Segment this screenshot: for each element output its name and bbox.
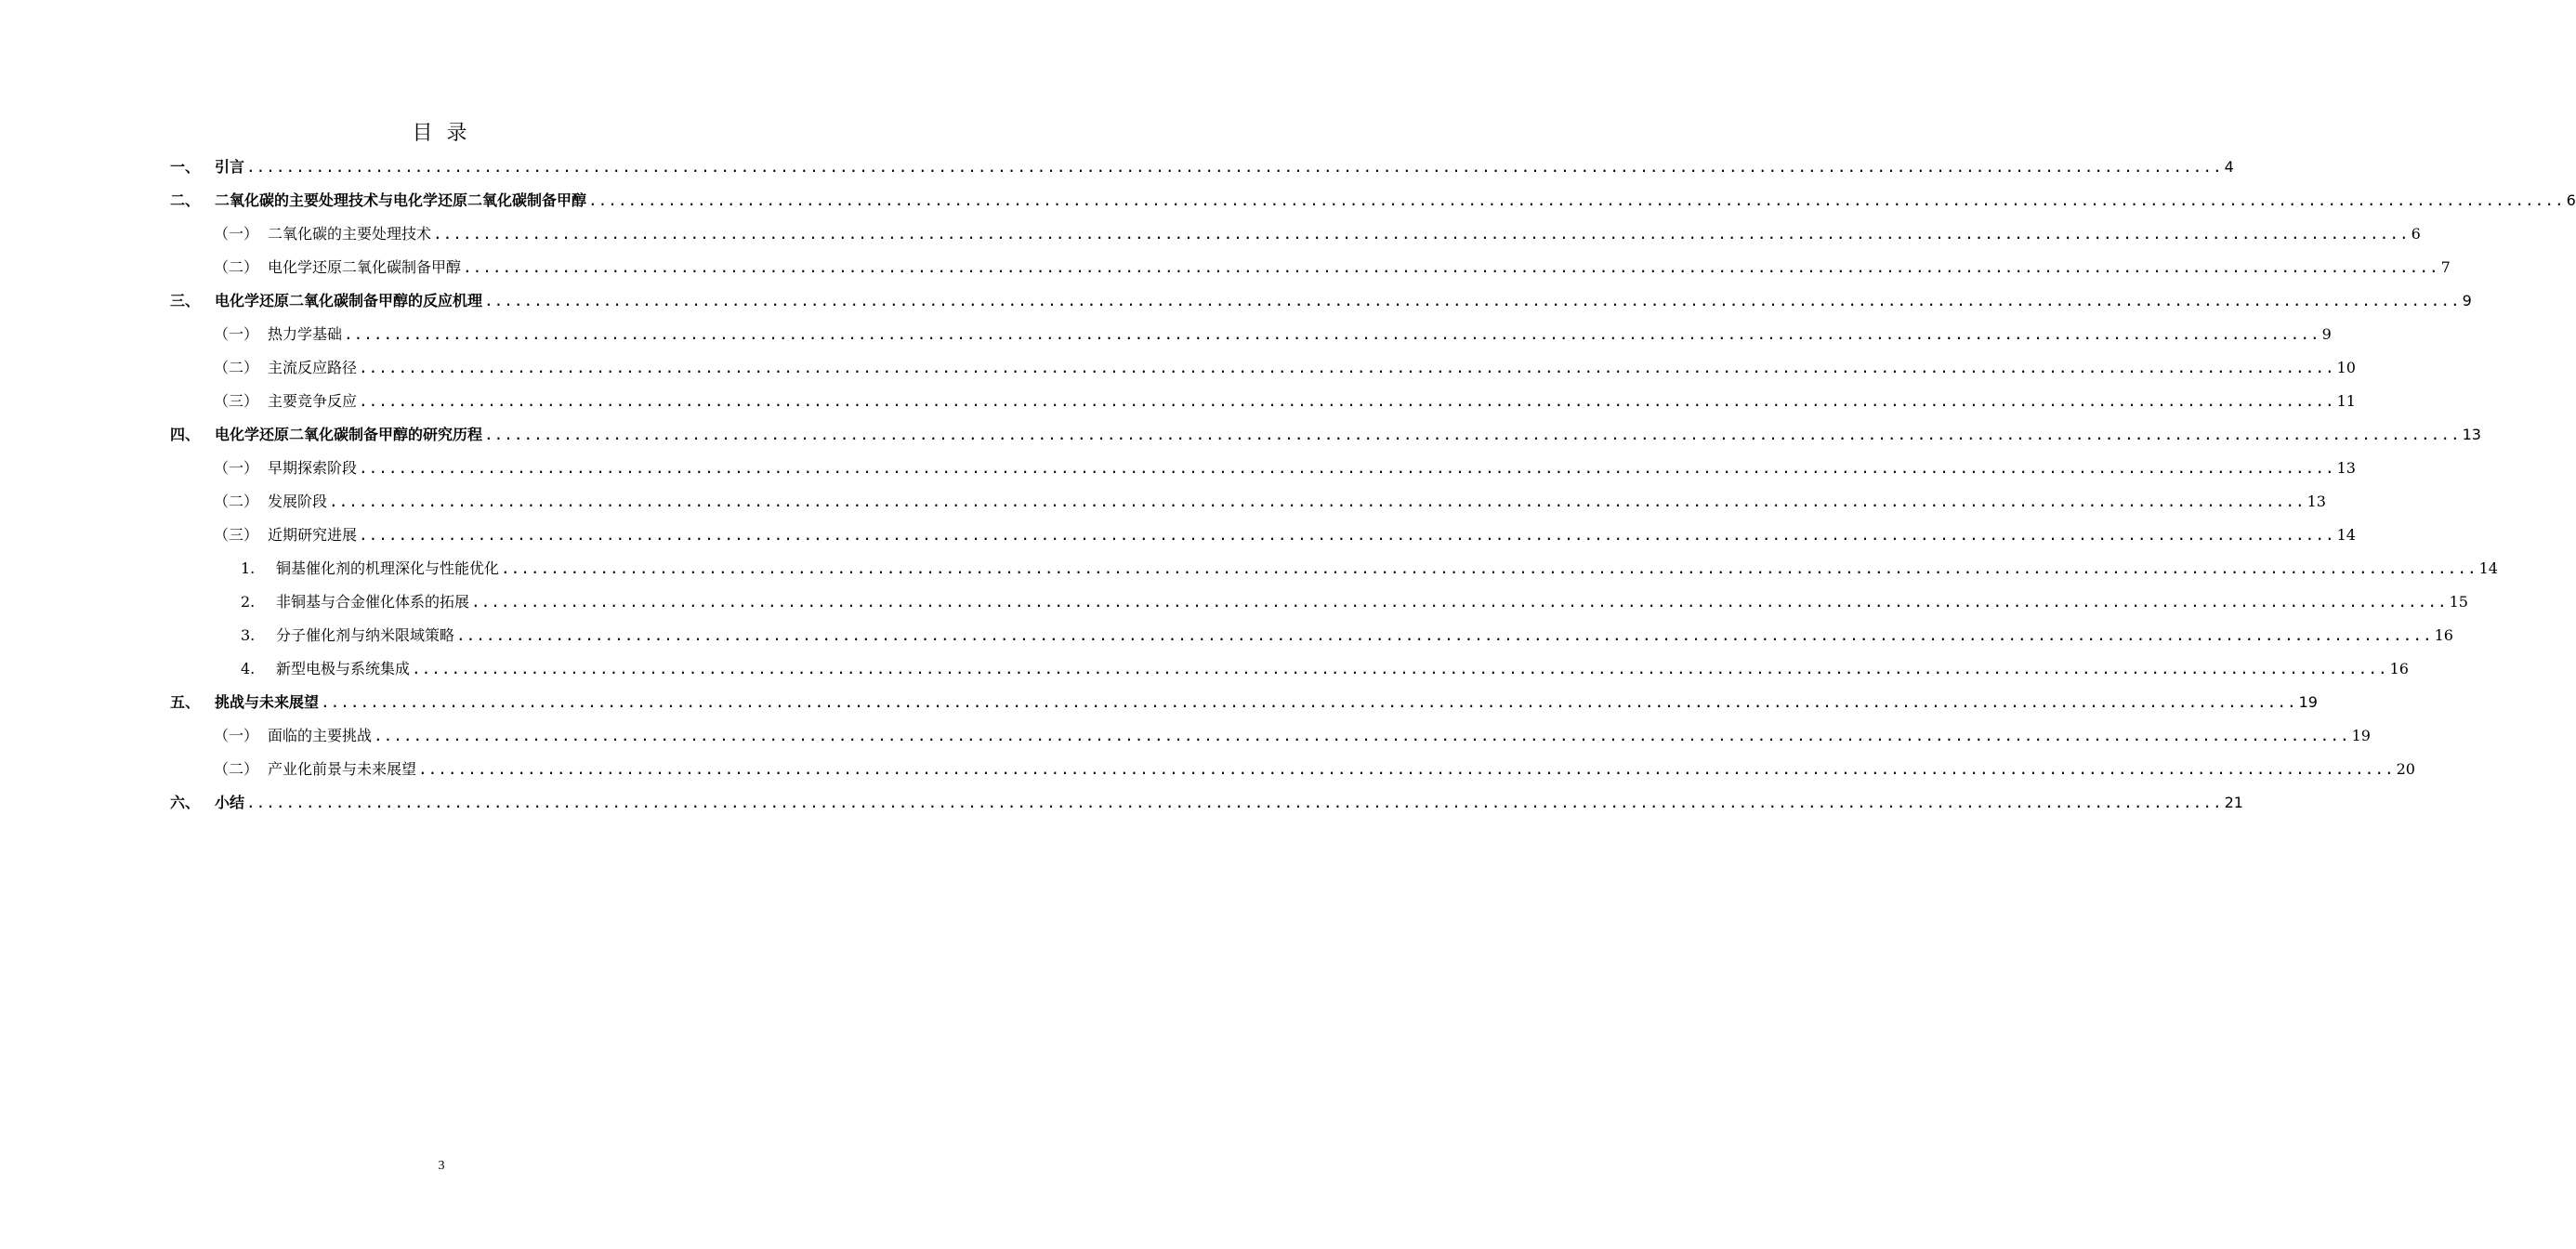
toc-entry-label: 铜基催化剂的机理深化与性能优化 (276, 559, 500, 577)
toc-entry-number: 三、 (170, 292, 201, 309)
toc-entry-label: 主要竞争反应 (268, 392, 358, 410)
toc-dot-leader: ........................................................................................................................................................................................................ (501, 559, 2477, 577)
toc-dot-leader: ........................................................................................................................................................................................................ (329, 493, 2306, 510)
toc-entry-number: （二） (214, 258, 259, 276)
toc-entry-label: 面临的主要挑战 (268, 727, 373, 744)
toc-dot-leader: ........................................................................................................................................................................................................ (359, 392, 2335, 410)
toc-entry-label: 电化学还原二氧化碳制备甲醇 (268, 258, 462, 276)
toc-entry[interactable] (170, 318, 2332, 351)
toc-entry-page: 7 (2440, 258, 2451, 276)
toc-entry-label: 分子催化剂与纳米限域策略 (276, 626, 455, 644)
toc-entry-page: 13 (2307, 493, 2326, 510)
toc-entry[interactable] (170, 719, 2371, 753)
toc-entry-number: 五、 (170, 693, 201, 711)
toc-dot-leader: ........................................................................................................................................................................................................ (412, 660, 2388, 677)
toc-entry-label: 电化学还原二氧化碳制备甲醇的研究历程 (215, 426, 483, 443)
toc-entry-label: 近期研究进展 (268, 526, 358, 544)
toc-entry[interactable] (170, 619, 2453, 652)
toc-dot-leader: ........................................................................................................................................................................................................ (433, 225, 2410, 243)
toc-dot-leader: ........................................................................................................................................................................................................ (321, 693, 2297, 711)
toc-entry[interactable] (170, 519, 2356, 552)
toc-entry-number: （三） (214, 392, 259, 410)
toc-entry-number: 一、 (170, 158, 201, 176)
toc-entry-number: （一） (214, 325, 259, 343)
toc-entry[interactable] (170, 652, 2409, 686)
toc-entry-label: 小结 (215, 794, 245, 811)
toc-entry-label: 发展阶段 (268, 493, 328, 510)
toc-entry-number: 3. (241, 626, 256, 644)
toc-entry-page: 14 (2478, 559, 2498, 577)
toc-entry-label: 二氧化碳的主要处理技术 (268, 225, 432, 243)
toc-entry-label: 挑战与未来展望 (215, 693, 320, 711)
toc-entry[interactable] (170, 284, 2472, 318)
toc-entry-number: 4. (241, 660, 256, 677)
toc-entry[interactable] (170, 184, 2576, 217)
toc-entry-page: 10 (2336, 359, 2356, 376)
toc-entry[interactable] (170, 753, 2415, 786)
toc-entry[interactable] (170, 151, 2234, 184)
toc-dot-leader: ........................................................................................................................................................................................................ (246, 158, 2223, 176)
toc-entry[interactable] (170, 217, 2421, 251)
toc-entry-label: 二氧化碳的主要处理技术与电化学还原二氧化碳制备甲醇 (215, 191, 587, 209)
toc-entry-label: 主流反应路径 (268, 359, 358, 376)
toc-entry-number: 六、 (170, 794, 201, 811)
toc-entry-page: 13 (2462, 426, 2481, 443)
toc-dot-leader: ........................................................................................................................................................................................................ (588, 191, 2565, 209)
toc-entry-page: 16 (2389, 660, 2409, 677)
toc-entry[interactable] (170, 452, 2356, 485)
toc-dot-leader: ........................................................................................................................................................................................................ (374, 727, 2350, 744)
toc-entry-page: 9 (2462, 292, 2472, 309)
toc-entry-number: 二、 (170, 191, 201, 209)
toc-entry-page: 13 (2336, 459, 2356, 477)
toc-dot-leader: ........................................................................................................................................................................................................ (471, 593, 2448, 611)
toc-entry-page: 19 (2351, 727, 2371, 744)
toc-entry[interactable] (170, 485, 2326, 519)
toc-entry-label: 电化学还原二氧化碳制备甲醇的反应机理 (215, 292, 483, 309)
toc-entry-number: （二） (214, 493, 259, 510)
toc-entry-page: 15 (2449, 593, 2468, 611)
toc-entry[interactable] (170, 686, 2318, 719)
toc-entry-page: 9 (2321, 325, 2332, 343)
toc-entry-label: 热力学基础 (268, 325, 343, 343)
toc-entry-number: （一） (214, 727, 259, 744)
toc-entry[interactable] (170, 351, 2356, 385)
toc-entry-page: 20 (2396, 760, 2415, 778)
toc-entry-label: 早期探索阶段 (268, 459, 358, 477)
toc-dot-leader: ........................................................................................................................................................................................................ (463, 258, 2439, 276)
toc-entry-label: 新型电极与系统集成 (276, 660, 411, 677)
toc-entry-label: 非铜基与合金催化体系的拓展 (276, 593, 470, 611)
toc-entry-page: 16 (2434, 626, 2453, 644)
toc-entry-number: 1. (241, 559, 256, 577)
toc-dot-leader: ........................................................................................................................................................................................................ (246, 794, 2223, 811)
toc-dot-leader: ........................................................................................................................................................................................................ (359, 359, 2335, 376)
toc-entry-page: 6 (2411, 225, 2421, 243)
toc-entry-label: 产业化前景与未来展望 (268, 760, 417, 778)
toc-entry-page: 11 (2336, 392, 2356, 410)
toc-entry-number: （二） (214, 760, 259, 778)
toc-dot-leader: ........................................................................................................................................................................................................ (344, 325, 2320, 343)
toc-entry-number: 四、 (170, 426, 201, 443)
toc-entry[interactable] (170, 552, 2498, 585)
toc-entry-number: （二） (214, 359, 259, 376)
toc-entry-number: 2. (241, 593, 256, 611)
toc-entry-number: （一） (214, 225, 259, 243)
toc-entry-page: 6 (2566, 191, 2576, 209)
toc-dot-leader: ........................................................................................................................................................................................................ (484, 292, 2461, 309)
toc-entry-label: 引言 (215, 158, 245, 176)
toc-entry-page: 14 (2336, 526, 2356, 544)
toc-entry-page: 4 (2224, 158, 2234, 176)
toc-entry[interactable] (170, 418, 2481, 452)
toc-dot-leader: ........................................................................................................................................................................................................ (456, 626, 2433, 644)
toc-dot-leader: ........................................................................................................................................................................................................ (359, 459, 2335, 477)
toc-entry[interactable] (170, 385, 2356, 418)
toc-entry[interactable] (170, 585, 2468, 619)
page-number: 3 (438, 1159, 445, 1173)
toc-entry-number: （一） (214, 459, 259, 477)
toc-entry-page: 21 (2224, 794, 2243, 811)
toc-entry-number: （三） (214, 526, 259, 544)
toc-title: 目 录 (412, 122, 471, 145)
toc-entry-page: 19 (2298, 693, 2318, 711)
toc-dot-leader: ........................................................................................................................................................................................................ (484, 426, 2461, 443)
toc-entry[interactable] (170, 786, 2243, 820)
toc-dot-leader: ........................................................................................................................................................................................................ (418, 760, 2395, 778)
table-of-contents (170, 151, 2576, 820)
toc-dot-leader: ........................................................................................................................................................................................................ (359, 526, 2335, 544)
toc-entry[interactable] (170, 251, 2451, 284)
